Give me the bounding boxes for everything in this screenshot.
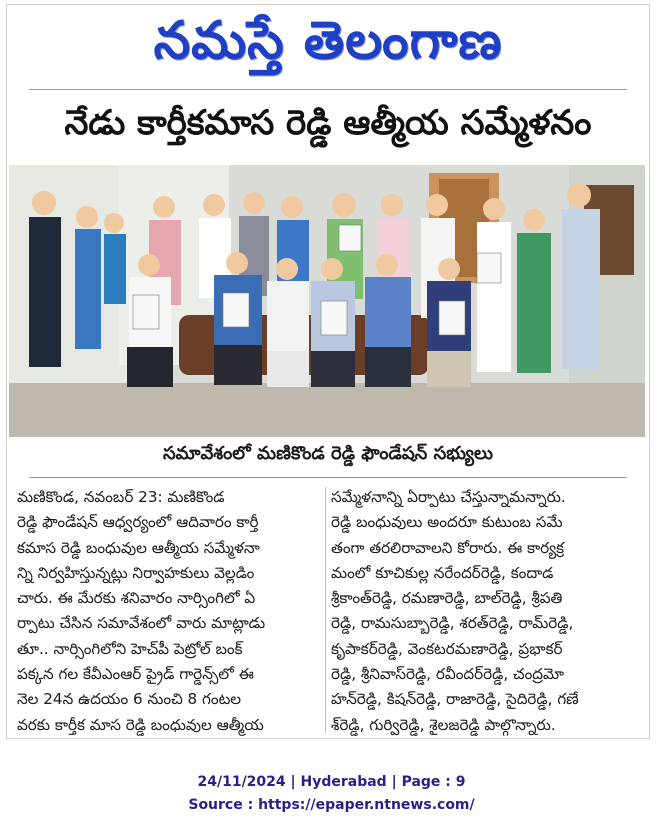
article-column-right [331, 485, 631, 738]
article-line: తూ.. నార్సింగిలోని హెచ్‌పీ పెట్రోల్ బంక్ [17, 639, 243, 658]
masthead [7, 5, 649, 83]
footer-source: Source : https://epaper.ntnews.com/ [188, 797, 475, 813]
article-line: తంగా తరలిరావాలని కోరారు. ఈ కార్యక్ర [331, 538, 565, 557]
article-line: కమాస రెడ్డి బంధువుల ఆత్మీయ సమ్మేళనా [17, 538, 260, 557]
article-line: రెడ్డి ఫౌండేషన్ ఆధ్వర్యంలో ఆదివారం కార్తీ [17, 513, 259, 532]
group-photo [9, 165, 645, 437]
headline-box [7, 95, 649, 157]
article-line: వరకు కార్తీక మాస రెడ్డి బంధువుల ఆత్మీయ [17, 715, 264, 734]
article-column-left [17, 485, 317, 738]
masthead-rule [29, 89, 627, 90]
article-line: శ్రీకాంత్‌రెడ్డి, రమణారెడ్డి, బాల్‌రెడ్డి, శ్రీపతి [331, 589, 563, 608]
article-line: చారు. ఈ మేరకు శనివారం నార్సింగిలో ఏ [17, 589, 256, 608]
article-line: హన్‌రెడ్డి, కిషన్‌రెడ్డి, రాజారెడ్డి, సైదిరెడ్డి, గణే [331, 690, 579, 709]
article-line: కృపాకర్‌రెడ్డి, వెంకటరమణారెడ్డి, ప్రభాకర్ [331, 639, 563, 658]
column-divider [325, 487, 326, 733]
masthead-title: నమస్తే తెలంగాణ [153, 11, 503, 71]
caption-rule [29, 477, 627, 478]
photo-caption: సమావేశంలో మణికొండ రెడ్డి ఫౌండేషన్ సభ్యులు [162, 443, 493, 464]
article-line: రెడ్డి, శ్రీనివాస్‌రెడ్డి, రవీందర్‌రెడ్డి, చంద్రమో [331, 665, 564, 684]
article-line: నెల 24న ఉదయం 6 నుంచి 8 గంటల [17, 690, 242, 709]
article-line: శ్‌రెడ్డి, గుర్విరెడ్డి, శైలజరెడ్డి పాల్గొన్నారు. [331, 715, 556, 734]
article-line: ర్పాటు చేసిన సమావేశంలో వారు మాట్లాడు [17, 614, 266, 633]
newspaper-clipping [6, 4, 650, 739]
article-line: రెడ్డి బంధువులు అందరూ కుటుంబ సమే [331, 513, 563, 532]
article-line: మంలో కూచికుల్ల నరేందర్‌రెడ్డి, కందాడ [331, 563, 554, 582]
footer-dateline: 24/11/2024 | Hyderabad | Page : 9 [197, 774, 466, 790]
article-line: రెడ్డి, రామసుబ్బారెడ్డి, శరత్‌రెడ్డి, రామ్‌రెడ్డి, [331, 614, 574, 633]
article-line: మణికొండ, నవంబర్ 23: మణికొండ [17, 488, 225, 506]
article-line: పక్కన గల కేవీఎంఆర్ ప్రైడ్ గార్డెన్స్‌లో ఈ [17, 665, 254, 684]
article-headline: నేడు కార్తీకమాస రెడ్డి ఆత్మీయ సమ్మేళనం [64, 103, 592, 143]
group-photo-illustration [9, 165, 645, 437]
article-line: సమ్మేళనాన్ని ఏర్పాటు చేస్తున్నామన్నారు. [331, 488, 566, 506]
article-line: న్ని నిర్వహిస్తున్నట్లు నిర్వాహకులు వెల్లడిం [17, 563, 255, 582]
